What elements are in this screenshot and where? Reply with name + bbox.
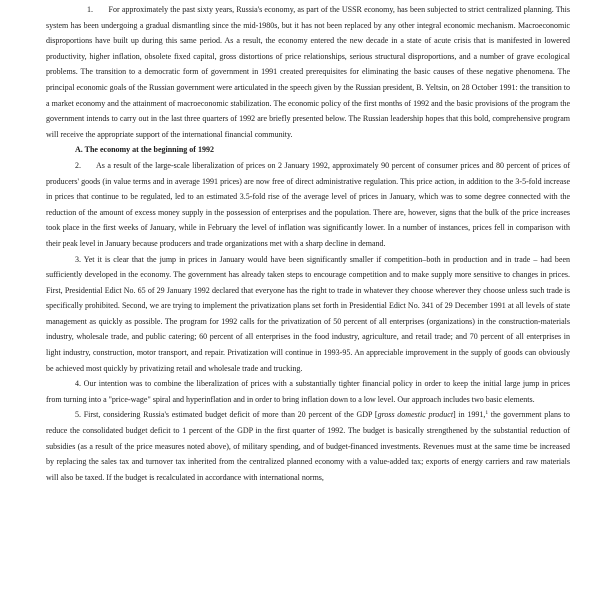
footnote-marker[interactable]: 1 (485, 410, 489, 417)
paragraph-text: Our intention was to combine the liberalization of prices with a substantially tighter financial policy in order to keep the initial large jump in prices from turning into a "price-wage" spiral and hyperinflation and in order to bring inflation down to a low level. Our approach includes two basic elements. (46, 379, 571, 404)
document-page (46, 2, 570, 485)
paragraph-rest: the government plans to reduce the consolidated budget deficit to 1 percent of the GDP in the first quarter of 1992. The budget is basically strengthened by the substantial reduction of subsidies (as a result of the price measures noted above), of military spending, and of budget-financed investments. Revenues must at the same time be increased by replacing the sales tax and turnover tax inherited from the centralized planned economy with a value-added tax; exports of energy carriers and raw materials will also be taxed. If the budget is recalculated in accordance with international norms, (46, 410, 571, 482)
paragraph-lead: First, considering Russia's estimated budget deficit of more than 20 percent of the GDP [ (83, 410, 378, 420)
paragraph-5 (46, 407, 570, 485)
paragraph-mid: ] in 1991, (453, 410, 486, 420)
italic-term: gross domestic product (377, 410, 454, 420)
paragraph-number: 4. (75, 379, 81, 389)
paragraph-text: For approximately the past sixty years, Russia's economy, as part of the USSR economy, has been subjected to strict centralized planning. This system has been undergoing a gradual dismantling since the mid-1980s, but it has not been replaced by any other integral economic mechanism. Macroeconomic disproportions have built up during this same period. As a result, the economy entered the new decade in a state of acute crisis that is manifested in lowered productivity, higher inflation, obsolete fixed capital, gross distortions of price relationships, serious structural disproportions, and a number of grave ecological problems. The transition to a democratic form of government in 1991 created prerequisites for eliminating the basic causes of these negative phenomena. The principal economic goals of the Russian government were articulated in the speech given by the Russian president, B. Yeltsin, on 28 October 1991: the transition to a market economy and the attainment of macroeconomic stabilization. The economic policy of the first months of 1992 and the basic provisions of the program the government intends to carry out in the last three quarters of 1992 are briefly presented below. The Russian leadership hopes that this bold, comprehensive program will receive the appropriate support of the international financial community. (46, 5, 571, 139)
paragraph-1 (46, 2, 570, 142)
paragraph-number: 3. (75, 254, 81, 264)
paragraph-text: As a result of the large-scale liberalization of prices on 2 January 1992, approximately 90 percent of consumer prices and 80 percent of prices of producers' goods (in value terms and in average 1991 prices) are now free of direct administrative regulation. This price action, in addition to the 3-5-fold increase in prices that continue to be regulated, led to an estimated 3.5-fold rise of the average level of prices in January, which was to some degree connected with the reduction of the amount of excess money supply in the possession of enterprises and the population. There are, however, signs that the bulk of the price increases took place in the first weeks of January, while in February the level of inflation was significantly lower. In a number of instances, prices fell in comparison with their peak level in January because producers and trade organizations met with a sharp decline in demand. (46, 160, 571, 248)
paragraph-number: 5. (75, 410, 81, 420)
paragraph-4 (46, 376, 570, 407)
paragraph-number: 1. (87, 5, 93, 14)
paragraph-number: 2. (75, 160, 81, 170)
section-heading: A. The economy at the beginning of 1992 (75, 145, 214, 155)
paragraph-text: Yet it is clear that the jump in prices in January would have been significantly smaller if competition–both in production and in trade – had been sufficiently developed in the economy. The government has already taken steps to encourage competition and to make supply more sensitive to changes in prices. First, Presidential Edict No. 65 of 29 January 1992 declared that everyone has the right to trade in whatever they choose wherever they choose unless such trade is specifically prohibited. Second, we are trying to implement the privatization plans set forth in Presidential Edict No. 341 of 29 December 1991 at all levels of state management as quickly as possible. The program for 1992 calls for the privatization of 50 percent of all enterprises (organizations) in the construction-materials industry, wholesale trade, and public catering; 60 percent of all enterprises in the food industry, agriculture, and retail trade; and 70 percent of all enterprises in light industry, construction, motor transport, and repair. Privatization will continue in 1993-95. An appreciable improvement in the supply of goods can obviously be achieved most quickly by privatizing retail and wholesale trade and trucking. (46, 254, 571, 373)
paragraph-3 (46, 252, 570, 377)
paragraph-2 (46, 158, 570, 252)
